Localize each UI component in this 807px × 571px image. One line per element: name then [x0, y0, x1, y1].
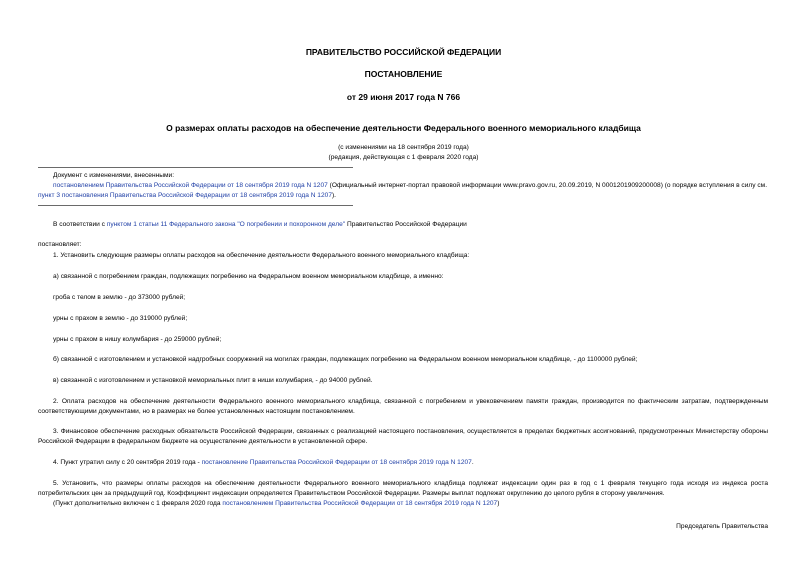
item-2: 2. Оплата расходов на обеспечение деятельности Федерального военного мемориального кладбища, связанной с погребением и увековечением памяти граждан, производится по фактическим затратам, подтвержденным соответствующими документами, но в размерах не более установленных настоящим постановлением. — [38, 398, 768, 415]
document-date: от 29 июня 2017 года N 766 — [346, 92, 461, 102]
item-5-note — [53, 499, 499, 509]
item-5-note-pre: (Пункт дополнительно включен с 1 февраля 2020 года — [53, 500, 223, 507]
item-1c: в) связанной с изготовлением и установкой мемориальных плит в ниши колумбария, - до 94000 рублей. — [53, 377, 373, 384]
item-4-text: 4. Пункт утратил силу с 20 сентября 2019 года - — [53, 459, 202, 466]
changes-note: (с изменениями на 18 сентября 2019 года) — [338, 144, 469, 151]
amend-link-point3[interactable]: пункт 3 постановления Правительства Российской Федерации от 18 сентября 2019 года N 1207 — [38, 191, 332, 199]
preamble-post: Правительство Российской Федерации — [345, 221, 467, 228]
item-1b: б) связанной с изготовлением и установкой надгробных сооружений на могилах граждан, подлежащих погребению на Федеральном военном мемориальном кладбище, - до 1100000 рублей; — [53, 356, 638, 363]
item-4 — [53, 458, 474, 468]
item-1a-urn-niche: урны с прахом в нишу колумбария - до 259000 рублей; — [53, 336, 222, 343]
item-1a-coffin: гроба с телом в землю - до 373000 рублей; — [53, 294, 186, 301]
amend-text — [38, 181, 768, 200]
amend-bottom-rule — [38, 205, 353, 206]
amend-text-2: ). — [331, 191, 337, 199]
amend-text-1: (Официальный интернет-портал правовой информации www.pravo.gov.ru, 20.09.2019, N 0001201909200008) (о порядке вступления в силу см. — [327, 182, 768, 189]
item-3: 3. Финансовое обеспечение расходных обязательств Российской Федерации, связанных с реализацией настоящего постановления, осуществляется в пределах бюджетных ассигнований, предусмотренных Министерству обороны Российской Федерации в федеральном бюджете на осуществление деятельности в установленной сфере. — [38, 428, 768, 445]
item-5: 5. Установить, что размеры оплаты расходов на обеспечение деятельности Федерального военного мемориального кладбища подлежат индексации один раз в год с 1 февраля текущего года исходя из индекса роста потребительских цен за предыдущий год. Коэффициент индексации определяется Правительством Российской Федерации. Размеры выплат подлежат округлению до целого рубля в сторону увеличения. — [38, 480, 768, 497]
amend-intro: Документ с изменениями, внесенными: — [53, 172, 175, 179]
amend-top-rule — [38, 167, 353, 168]
amend-link-1207[interactable]: постановлением Правительства Российской Федерации от 18 сентября 2019 года N 1207 — [53, 182, 328, 189]
federal-law-link[interactable]: пунктом 1 статьи 11 Федерального закона "О погребении и похоронном деле" — [106, 221, 346, 228]
item-5-note-link[interactable]: постановлением Правительства Российской Федерации от 18 сентября 2019 года N 1207 — [222, 500, 498, 507]
item-1a: а) связанной с погребением граждан, подлежащих погребению на Федеральном военном мемориальном кладбище, а именно: — [53, 273, 444, 280]
government-name: ПРАВИТЕЛЬСТВО РОССИЙСКОЙ ФЕДЕРАЦИИ — [305, 47, 502, 57]
preamble-pre: В соответствии с — [53, 221, 107, 228]
document-title: О размерах оплаты расходов на обеспечение деятельности Федерального военного мемориального кладбища — [166, 123, 641, 133]
item-1a-urn-ground: урны с прахом в землю - до 319000 рублей; — [53, 315, 188, 322]
edition-note: (редакция, действующая с 1 февраля 2020 года) — [328, 154, 479, 161]
preamble — [53, 220, 467, 230]
signature: Председатель Правительства — [676, 523, 768, 530]
item-1: 1. Установить следующие размеры оплаты расходов на обеспечение деятельности Федерального военного мемориального кладбища: — [53, 252, 470, 259]
resolves: постановляет: — [38, 241, 82, 248]
document-type: ПОСТАНОВЛЕНИЕ — [364, 69, 443, 79]
item-4-link[interactable]: постановление Правительства Российской Федерации от 18 сентября 2019 года N 1207 — [201, 459, 472, 466]
item-4-end: . — [471, 459, 474, 466]
item-5-note-post: ) — [497, 500, 500, 507]
